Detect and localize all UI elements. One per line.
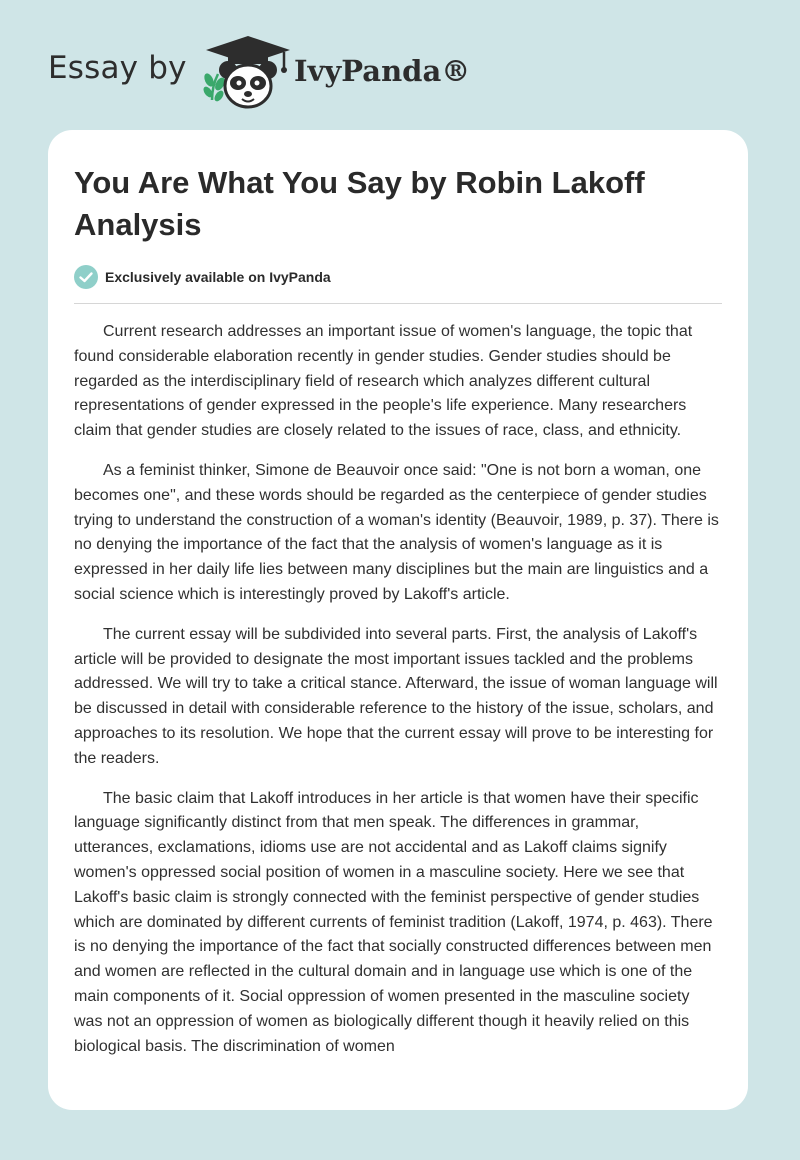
badge-text: Exclusively available on IvyPanda	[105, 269, 331, 285]
essay-card	[48, 130, 748, 1110]
page-title: You Are What You Say by Robin Lakoff Analysis	[74, 165, 645, 242]
paragraph: The basic claim that Lakoff introduces in her article is that women have their specific language significantly distinct from that men speak. The differences in grammar, utterances, exclamations, idioms use are not accidental and as Lakoff claims signify women's oppressed social position of women in a masculine society. Here we see that Lakoff's basic claim is strongly connected with the feminist perspective of gender studies which are dominated by different currents of feminist tradition (Lakoff, 1974, p. 463). There is no denying the importance of the fact that socially constructed differences between men and women are reflected in the cultural domain and in language use which is one of the main components of it. Social oppression of women presented in the masculine society was not an oppression of women as biologically different though it heavily relied on this biological basis. The discrimination of women	[74, 789, 713, 1055]
check-circle-icon	[74, 265, 98, 289]
paragraph: As a feminist thinker, Simone de Beauvoir once said: "One is not born a woman, one becomes one", and these words should be regarded as the centerpiece of gender studies trying to understand the construction of a woman's identity (Beauvoir, 1989, p. 37). There is no denying the importance of the fact that the analysis of women's language as it is expressed in her daily life lies between many disciplines but the main are linguistics and a social science which is interestingly proved by Lakoff's article.	[74, 461, 719, 603]
site-header	[0, 0, 800, 130]
paragraph: Current research addresses an important issue of women's language, the topic that found considerable elaboration recently in gender studies. Gender studies should be regarded as the interdisciplinary field of research which analyzes different cultural representations of gender expressed in the people's life experience. Many researchers claim that gender studies are closely related to the issues of race, class, and ethnicity.	[74, 323, 693, 440]
essay-body	[74, 320, 722, 1074]
brand-prefix: Essay by	[48, 50, 187, 86]
paragraph: The current essay will be subdivided into several parts. First, the analysis of Lakoff's article will be provided to designate the most important issues tackled and the problems addressed. We will try to take a critical stance. Afterward, the issue of woman language will be discussed in detail with considerable reference to the history of the issue, scholars, and approaches to its resolution. We hope that the current essay will prove to be interesting for the readers.	[74, 625, 718, 767]
exclusive-badge	[74, 264, 331, 290]
panda-graduate-icon[interactable]	[200, 34, 296, 110]
brand-name[interactable]: IvyPanda®	[294, 54, 471, 88]
divider	[74, 303, 722, 304]
